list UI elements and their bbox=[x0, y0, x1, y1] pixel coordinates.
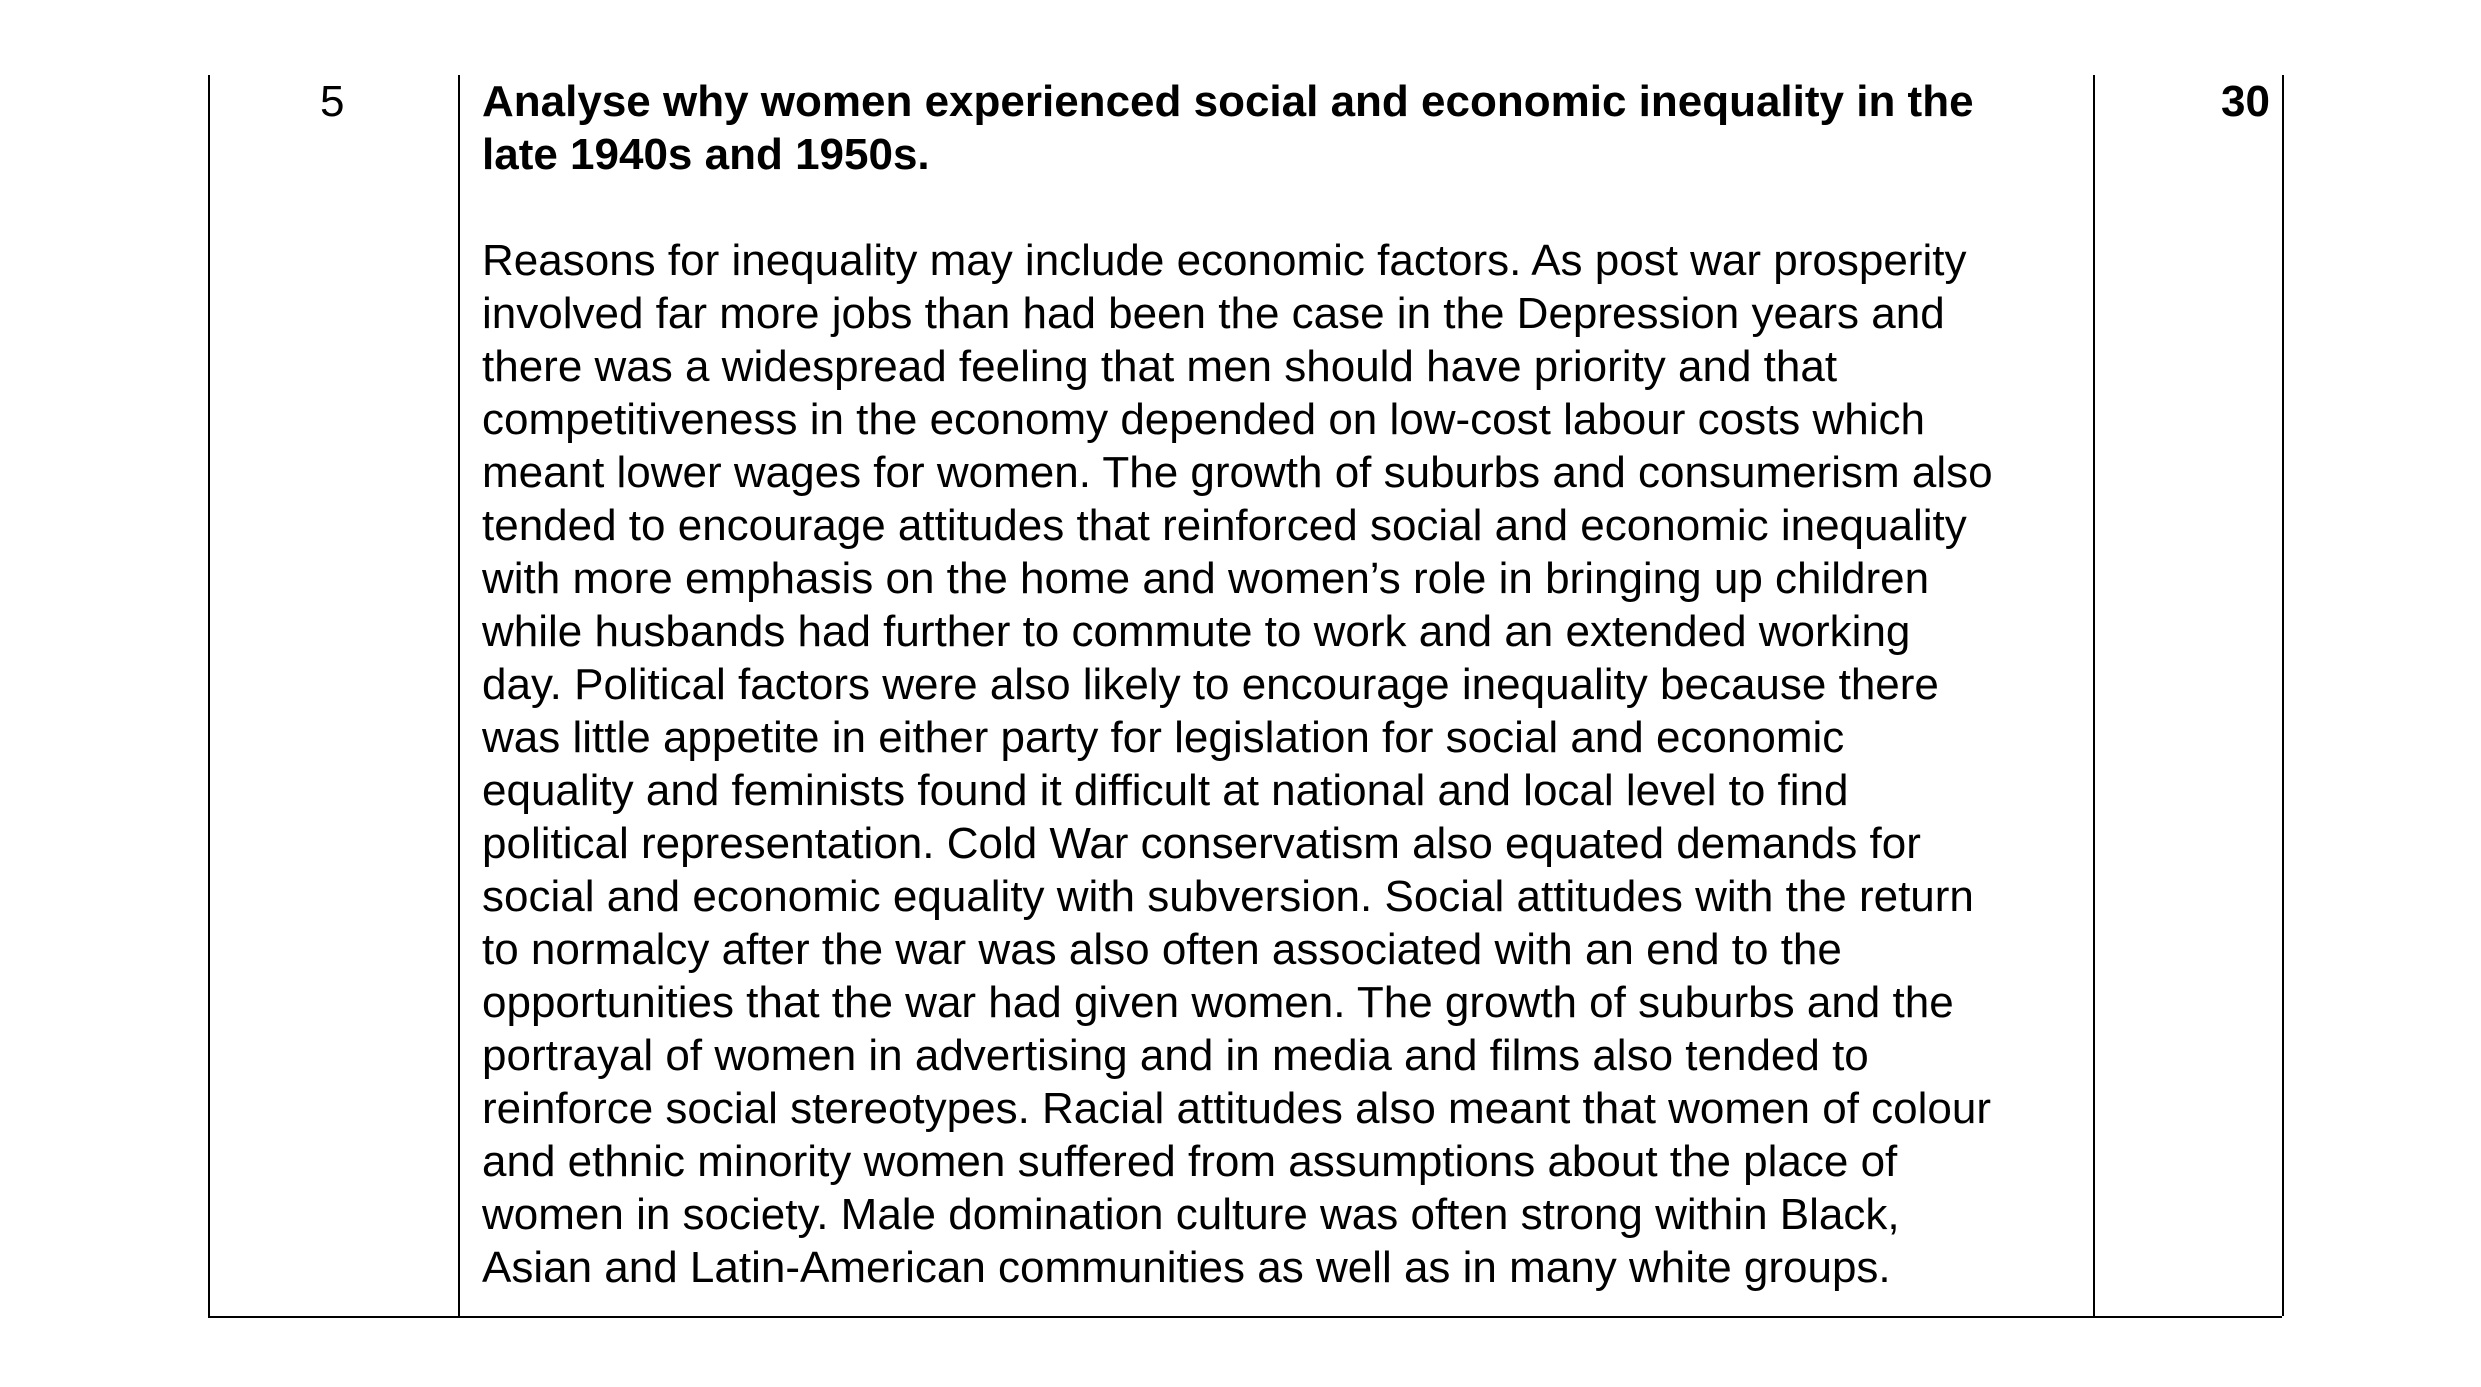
question-heading: Analyse why women experienced social and economic inequality in the late 1940s and 1950s. bbox=[482, 77, 1974, 179]
mark-scheme-table bbox=[208, 75, 2282, 1318]
question-marks: 30 bbox=[2221, 77, 2270, 126]
indicative-content: Reasons for inequality may include economic factors. As post war prosperity involved far more jobs than had been the case in the Depression years and there was a widespread feeling that men should have priority and that competitiveness in the economy depended on low-cost labour costs which meant lower wages for women. The growth of suburbs and consumerism also tended to encourage attitudes that reinforced social and economic inequality with more emphasis on the home and women’s role in bringing up children while husbands had further to commute to work and an extended working day. Political factors were also likely to encourage inequality because there was little appetite in either party for legislation for social and economic equality and feminists found it difficult at national and local level to find political representation. Cold War conservatism also equated demands for social and economic equality with subversion. Social attitudes with the return to normalcy after the war was also often associated with an end to the opportunities that the war had given women. The growth of suburbs and the portrayal of women in advertising and in media and films also tended to reinforce social stereotypes. Racial attitudes also meant that women of colour and ethnic minority women suffered from assumptions about the place of women in society. Male domination culture was often strong within Black, Asian and Latin-American communities as well as in many white groups. bbox=[482, 236, 1993, 1292]
column-divider bbox=[2282, 75, 2284, 1316]
question-cell bbox=[482, 75, 2092, 1294]
question-number: 5 bbox=[320, 77, 345, 126]
column-divider bbox=[458, 75, 460, 1316]
column-divider bbox=[2093, 75, 2095, 1316]
